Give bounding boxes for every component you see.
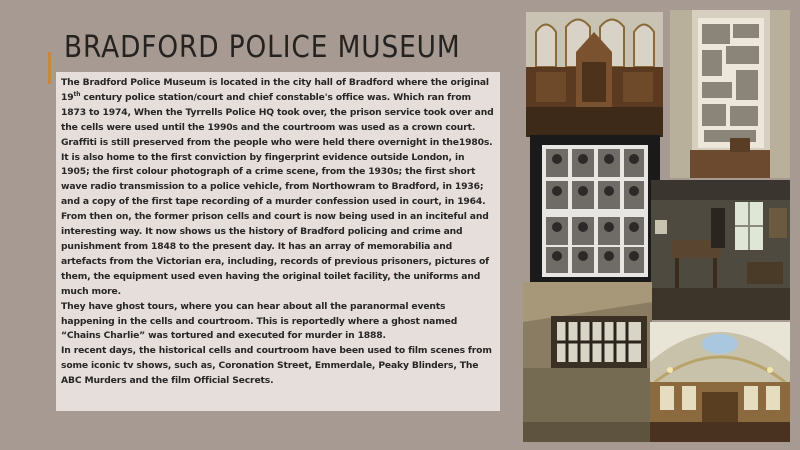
title-accent-bar bbox=[48, 52, 51, 84]
body-text-box bbox=[56, 72, 500, 411]
courtroom-photo bbox=[650, 322, 790, 442]
slide-title: BRADFORD POLICE MUSEUM bbox=[64, 30, 461, 65]
courtroom-pulpit-photo bbox=[526, 12, 663, 137]
mugshots-frame-photo bbox=[530, 135, 660, 283]
paragraph-exhibits: From then on, the former prison cells and court is now being used in an inciteful and interesting way. It now shows us the history of Bradford policing and crime and punishment from 1848 to the present day. It has an array of memorabilia and artefacts from the Victorian era, including, records of previous prisoners, pictures of them, the equipment used even having the original toilet facility, the uniforms and much more. bbox=[61, 211, 489, 297]
paragraph-filming: In recent days, the historical cells and courtroom have been used to film scenes from some iconic tv shows, such as, Coronation Street, Emmerdale, Peaky Blinders, The ABC Murders and the film Official Secrets. bbox=[61, 345, 492, 387]
paragraph-history: The Bradford Police Museum is located in the city hall of Bradford where the original 19th century police station/court and chief constable's office was. Which ran from 1873 to 1974, When the Tyrrells Police HQ took over, the prison service took over and the cells were used until the 1990s and the courtroom was used as a crown court. Graffiti is still preserved from the people who were held there overnight in the1980s. It is also home to the first conviction by fingerprint evidence outside London, in 1905; the first colour photograph of a crime scene, from the 1930s; the first short wave radio transmission to a police vehicle, from Northowram to Bradford, in 1936; and a copy of the first tape recording of a murder confession used in court, in 1964. bbox=[61, 77, 494, 208]
newspaper-wall-photo bbox=[670, 10, 790, 178]
police-office-photo bbox=[651, 180, 790, 320]
paragraph-ghost-tours: They have ghost tours, where you can hear about all the paranormal events happening in the cells and courtroom. This is reportedly where a ghost named “Chains Charlie” was tortured and executed for murder in 1888. bbox=[61, 300, 458, 342]
prison-cell-photo bbox=[523, 282, 652, 442]
